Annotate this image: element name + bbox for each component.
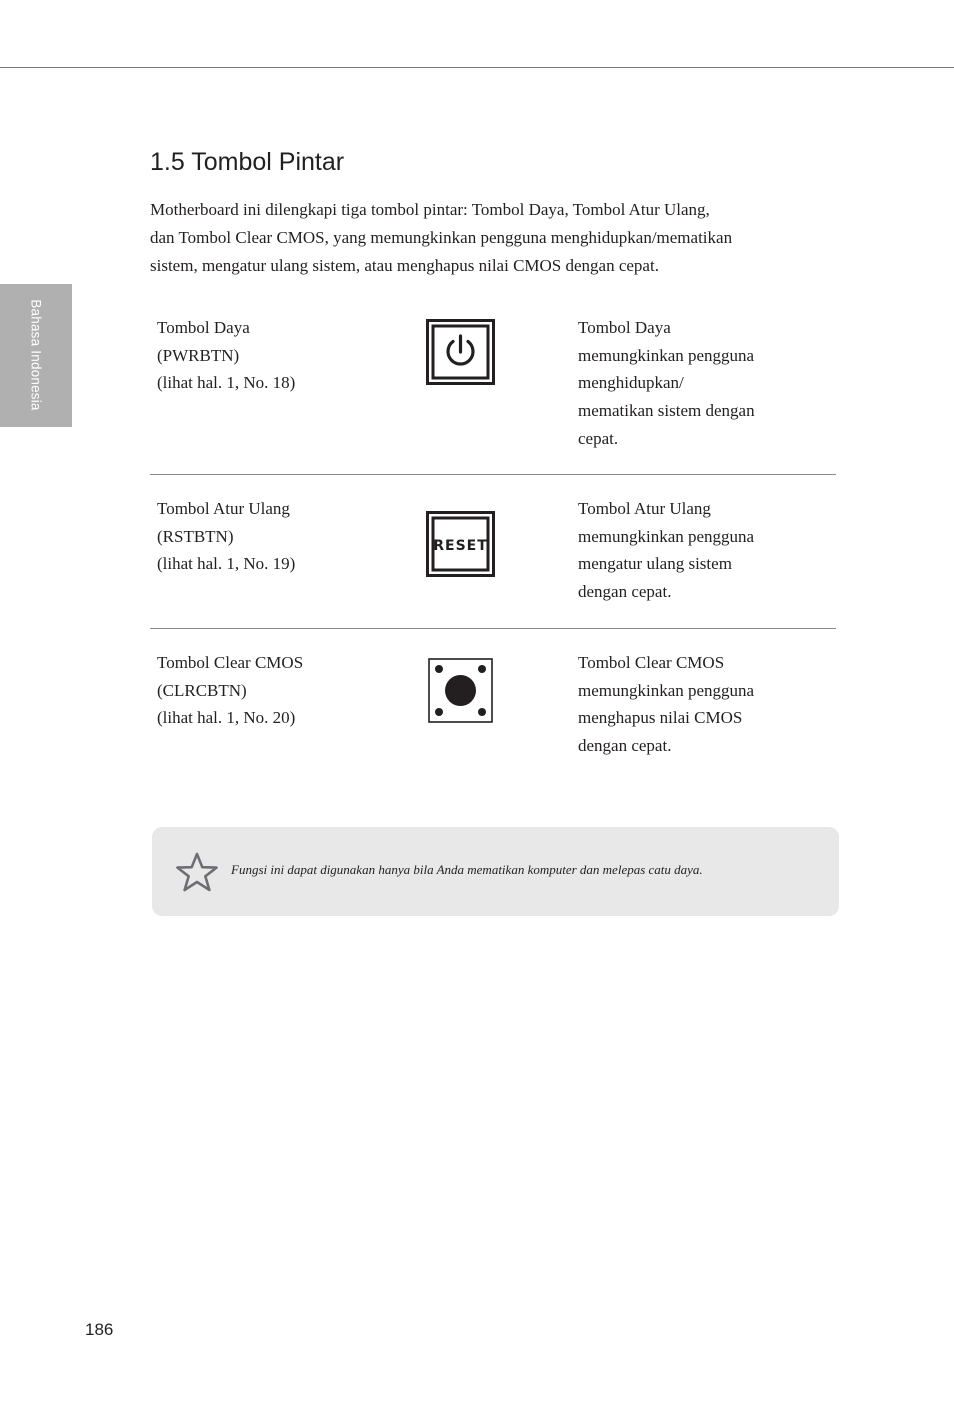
note-box xyxy=(152,827,839,916)
reset-button-row xyxy=(150,495,836,615)
reset-button-name xyxy=(157,495,407,578)
description-line: menghidupkan/ xyxy=(578,373,684,393)
section-title: 1.5 Tombol Pintar xyxy=(150,148,345,176)
star-icon xyxy=(174,851,220,898)
description-line: Tombol Clear CMOS xyxy=(578,653,725,672)
description-line: dengan cepat. xyxy=(578,582,672,602)
description-line: cepat. xyxy=(578,428,619,448)
reset-icon-text: RESET xyxy=(433,538,488,554)
clear-cmos-icon xyxy=(428,658,493,728)
description-line: menghapus nilai CMOS xyxy=(578,708,743,728)
row-divider xyxy=(150,628,836,629)
description-line: memungkinkan pengguna xyxy=(578,680,755,700)
intro-line: dan Tombol Clear CMOS, yang memungkinkan pengguna menghidupkan/mematikan xyxy=(150,228,733,247)
clear-cmos-button-ref: (lihat hal. 1, No. 20) xyxy=(157,708,296,727)
description-line: mengatur ulang sistem xyxy=(578,554,732,574)
clear-cmos-button-title: Tombol Clear CMOS xyxy=(157,653,304,672)
reset-button-code: (RSTBTN) xyxy=(157,526,234,546)
description-line: memungkinkan pengguna xyxy=(578,526,755,546)
reset-button-ref: (lihat hal. 1, No. 19) xyxy=(157,554,296,573)
note-text: Fungsi ini dapat digunakan hanya bila Anda mematikan komputer dan melepas catu daya. xyxy=(231,862,703,877)
clear-cmos-button-code: (CLRCBTN) xyxy=(157,680,247,700)
intro-paragraph xyxy=(150,196,810,280)
reset-button-description xyxy=(578,495,828,606)
side-tab-label: Bahasa Indonesia xyxy=(28,299,44,411)
clear-cmos-button-description xyxy=(578,649,828,760)
description-line: Tombol Daya xyxy=(578,318,671,337)
clear-cmos-button-name xyxy=(157,649,407,732)
power-button-description xyxy=(578,314,828,453)
power-icon xyxy=(426,319,495,390)
intro-line: sistem, mengatur ulang sistem, atau menghapus nilai CMOS dengan cepat. xyxy=(150,256,659,275)
top-rule xyxy=(0,67,954,68)
power-button-title: Tombol Daya xyxy=(157,318,250,337)
description-line: dengan cepat. xyxy=(578,736,672,756)
power-button-name xyxy=(157,314,407,397)
power-button-row xyxy=(150,314,836,464)
reset-icon xyxy=(426,511,495,582)
power-button-code: (PWRBTN) xyxy=(157,345,240,365)
power-button-ref: (lihat hal. 1, No. 18) xyxy=(157,373,296,392)
description-line: memungkinkan pengguna xyxy=(578,345,755,365)
description-line: mematikan sistem dengan xyxy=(578,401,755,421)
description-line: Tombol Atur Ulang xyxy=(578,499,711,518)
row-divider xyxy=(150,474,836,475)
reset-button-title: Tombol Atur Ulang xyxy=(157,499,290,518)
clear-cmos-button-row xyxy=(150,649,836,769)
language-side-tab xyxy=(0,284,72,427)
page-number: 186 xyxy=(85,1320,114,1339)
intro-line: Motherboard ini dilengkapi tiga tombol pintar: Tombol Daya, Tombol Atur Ulang, xyxy=(150,200,710,219)
